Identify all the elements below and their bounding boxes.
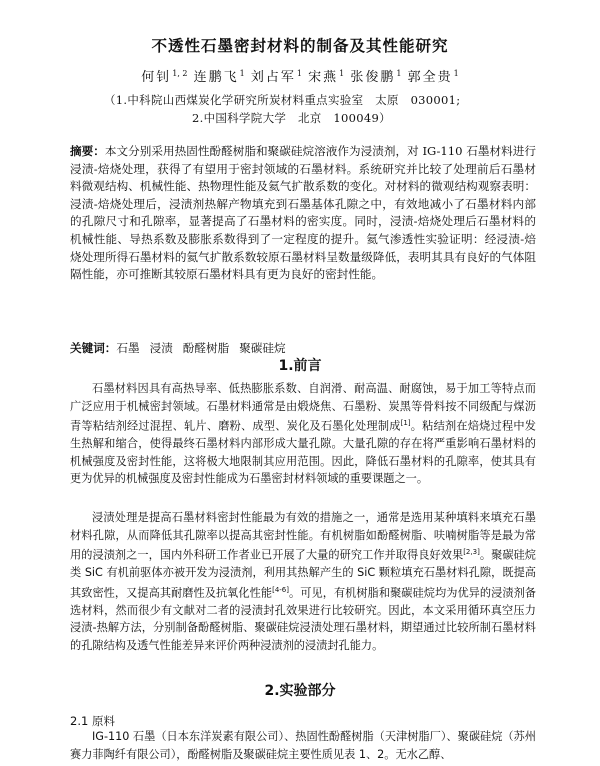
subsection-heading: 2.1 原料 [70,714,115,728]
keyword: 浸渍 [149,341,173,355]
keywords-label: 关键词： [70,341,117,355]
section-heading: 2.实验部分 [264,683,336,699]
citation: [1] [400,419,411,427]
author-name: 宋燕 [308,70,339,85]
affiliation-line: （1.中科院山西煤炭化学研究所炭材料重点实验室 太原 030001; [104,93,461,107]
author-list [0,66,600,85]
paragraph-text: 。粘结剂在焙烧过程中发生热解和缩合，使得最终石墨材料内部形成大量孔隙。大量孔隙的存在将严重影响石墨材料的机械强度及密封性能，这将极大地限制其应用范围。因此，降低石墨材料的孔隙率，使其具有更为优异的机械强度及密封性能成为石墨密封材料领域的重要课题之一。 [70,419,536,486]
author-affil-mark: 1, 2 [172,68,188,78]
author-affil-mark: 1 [296,68,303,78]
author-affil-mark: 1 [396,68,402,78]
section-heading: 1.前言 [278,358,322,374]
body-paragraph [70,380,536,488]
keyword: 石墨 [116,341,140,355]
author-name: 刘占军 [250,70,296,85]
author-affil-mark: 1 [453,68,459,78]
citation: [4-6] [272,585,289,594]
paragraph-text: 。可见，有机树脂和聚碳硅烷均为优异的浸渍剂备选材料，然而很少有文献对二者的浸渍封孔效果进行比较研究。因此，本文采用循环真空压力浸渍-热解方法，分别制备酚醛树脂、聚碳硅烷浸渍处理石墨材料，期望通过比较所制石墨材料的孔隙结构及透气性能差异来评价两种浸渍剂的浸渍封孔能力。 [70,586,536,652]
affiliation-line: 2.中国科学院大学 北京 100049） [192,111,391,125]
author-affil-mark: 1 [339,68,345,78]
author-name: 张俊鹏 [350,70,396,85]
author-name: 连鹏飞 [193,70,239,85]
paper-title: 不透性石墨密封材料的制备及其性能研究 [151,37,449,55]
keywords [70,340,536,356]
paragraph-text: 浸渍处理是提高石墨材料密封性能最为有效的措施之一，通常是选用某种填料来填充石墨材料孔隙，从而降低其孔隙率以提高其密封性能。有机树脂如酚醛树脂、呋喃树脂等是最为常用的浸渍剂之一，国内外科研工作者业已开展了大量的研究工作并取得良好效果 [70,511,536,562]
citation: [2,3] [463,548,480,556]
paragraph-text: 石墨材料因具有高热导率、低热膨胀系数、自润滑、耐高温、耐腐蚀，易于加工等特点而广泛应用于机械密封领域。石墨材料通常是由煅烧焦、石墨粉、炭黑等骨料按不同级配与煤沥青等粘结剂经过混捏、轧片、磨粉、成型、炭化及石墨化处理制成 [70,382,536,433]
author-name: 何钊 [141,70,172,85]
abstract-text: 本文分别采用热固性酚醛树脂和聚碳硅烷溶液作为浸渍剂，对 IG-110 石墨材料进行浸渍-焙烧处理，获得了有望用于密封领域的石墨材料。系统研究并比较了处理前后石墨材料微观结构、机械性能、热物理性能及氦气扩散系数的变化。对材料的微观结构观察表明：浸渍-焙烧处理后，浸渍剂热解产物填充到石墨基体孔隙之中，有效地减小了石墨材料内部的孔隙尺寸和孔隙率，显著提高了石墨材料的密实度。同时，浸渍-焙烧处理后石墨材料的机械性能、导热系数及膨胀系数得到了一定程度的提升。氦气渗透性实验证明：经浸渍-焙烧处理所得石墨材料的氦气扩散系数较原石墨材料呈数量级降低，表明其具有良好的气体阻隔性能，亦可推断其较原石墨材料具有更为良好的密封性能。 [70,144,536,282]
keyword: 聚碳硅烷 [239,341,286,355]
paragraph-text: IG-110 石墨（日本东洋炭素有限公司）、热固性酚醛树脂（天津树脂厂）、聚碳硅烷（苏州赛力菲陶纤有限公司），酚醛树脂及聚碳硅烷主要性质见表 1、2。无水乙醇、 [70,730,536,761]
author-affil-mark: 1 [239,68,245,78]
abstract-label: 摘要： [70,144,105,158]
author-name: 郭全贵 [407,70,453,85]
body-paragraph [70,728,536,763]
body-paragraph [70,509,536,654]
keyword: 酚醛树脂 [182,341,230,355]
paragraph-text: 。聚碳硅烷类 SiC 有机前驱体亦被开发为浸渍剂，利用其热解产生的 SiC 颗粒填充石墨材料孔隙，既提高其致密性，又提高其耐磨性及抗氧化性能 [70,548,536,600]
abstract [70,143,536,284]
